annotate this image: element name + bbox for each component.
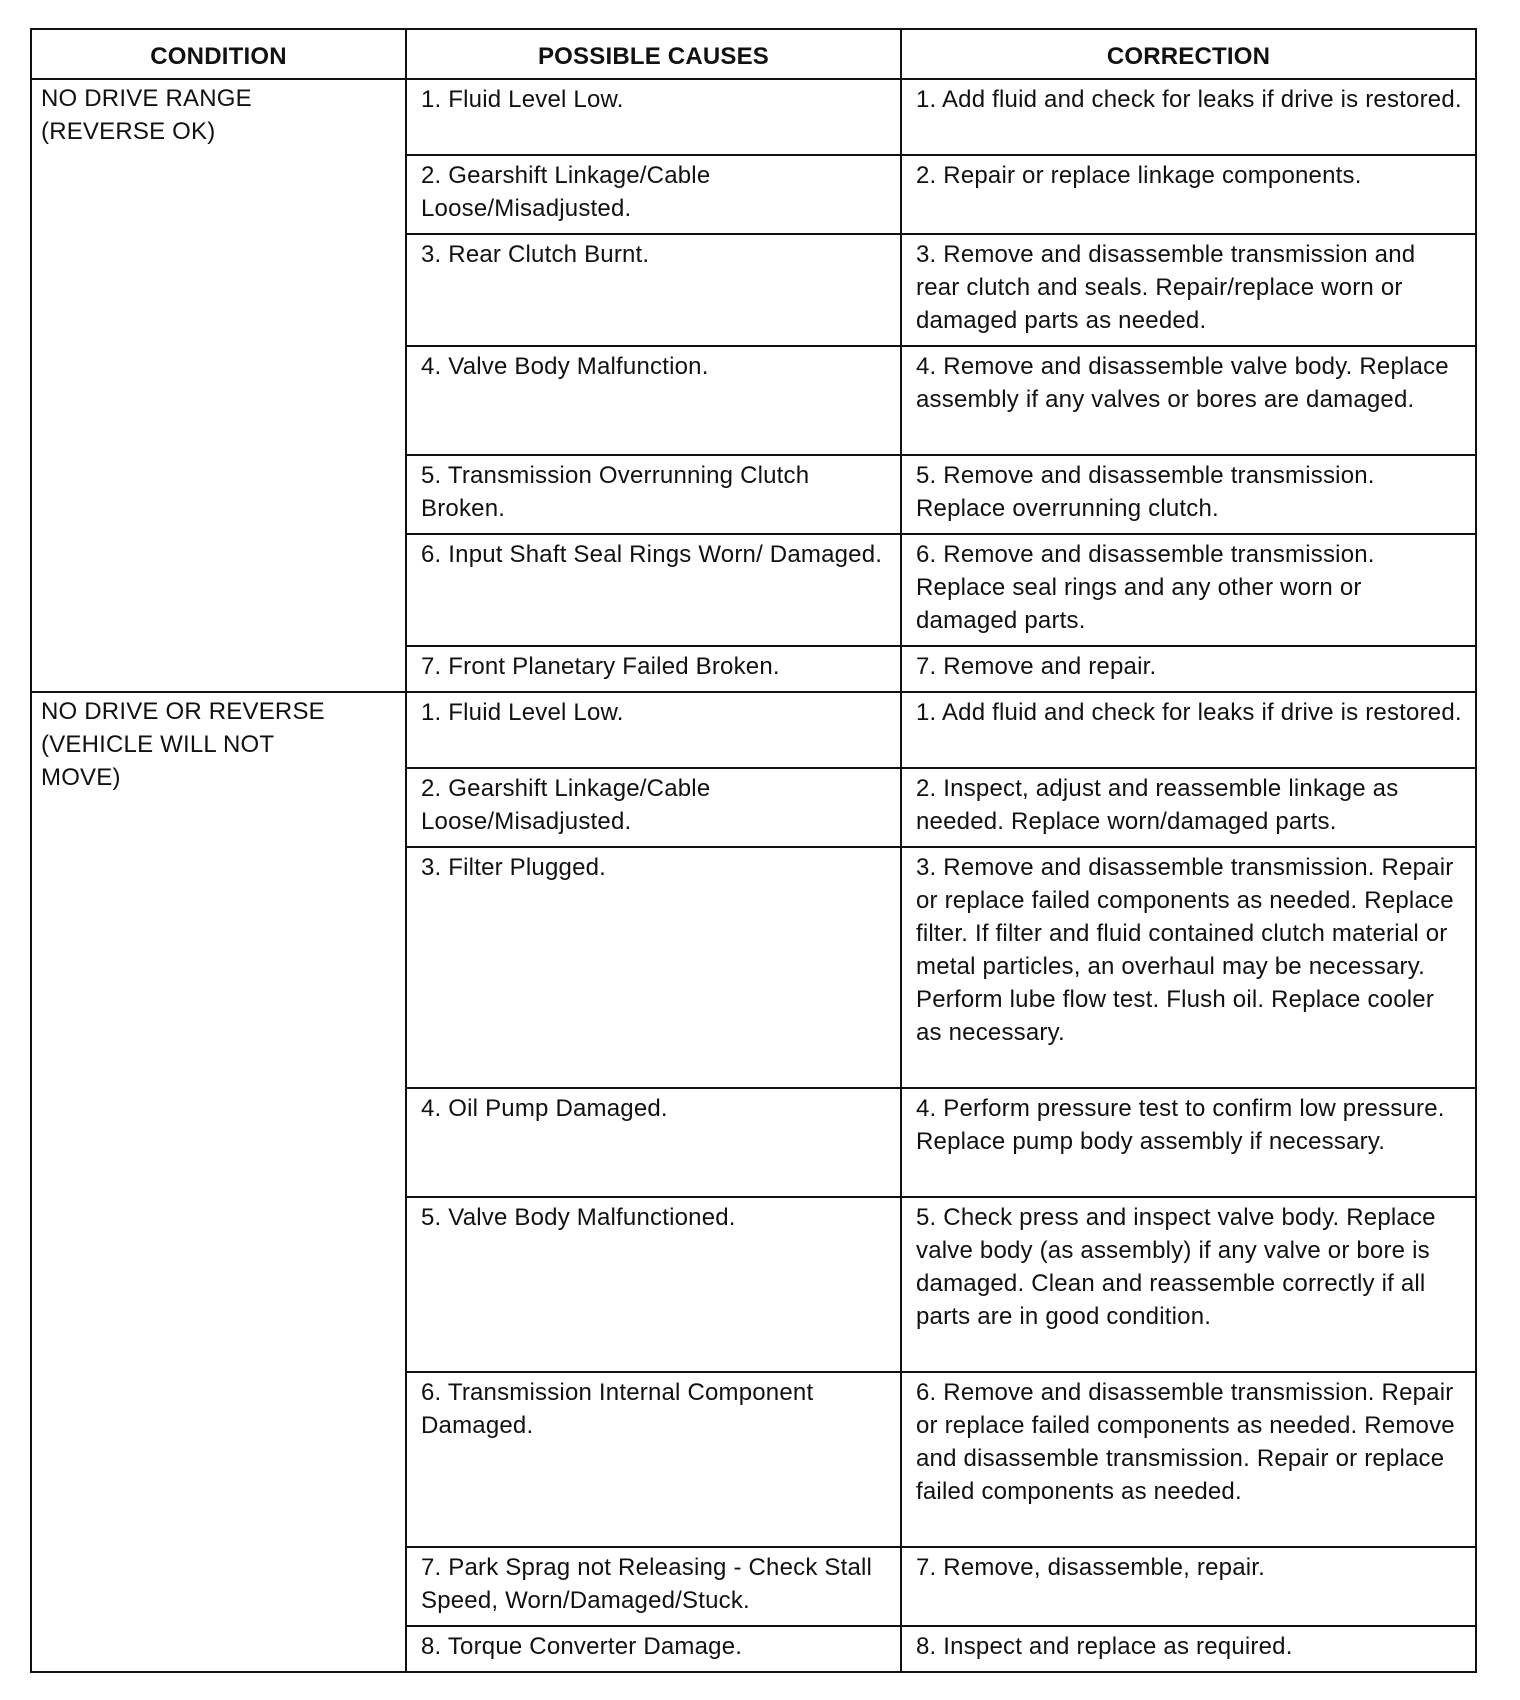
cause-cell: 6. Transmission Internal Component Damaged. xyxy=(406,1372,901,1547)
correction-cell: 6. Remove and disassemble transmission. Repair or replace failed components as needed. Remove and disassemble transmission. Repair or replace failed components as needed. xyxy=(901,1372,1476,1547)
cause-cell: 3. Rear Clutch Burnt. xyxy=(406,234,901,346)
correction-cell: 5. Check press and inspect valve body. Replace valve body (as assembly) if any valve or bore is damaged. Clean and reassemble correctly if all parts are in good condition. xyxy=(901,1197,1476,1372)
condition-line: NO DRIVE OR REVERSE xyxy=(41,698,325,725)
correction-cell: 3. Remove and disassemble transmission and rear clutch and seals. Repair/replace worn or damaged parts as needed. xyxy=(901,234,1476,346)
correction-cell: 2. Inspect, adjust and reassemble linkage as needed. Replace worn/damaged parts. xyxy=(901,768,1476,847)
condition-line: NO DRIVE RANGE xyxy=(41,85,252,112)
cause-cell: 8. Torque Converter Damage. xyxy=(406,1626,901,1672)
cause-cell: 5. Transmission Overrunning Clutch Broken. xyxy=(406,455,901,534)
correction-cell: 2. Repair or replace linkage components. xyxy=(901,155,1476,234)
correction-header: CORRECTION xyxy=(901,29,1476,79)
header-row xyxy=(31,29,1476,79)
correction-cell: 1. Add fluid and check for leaks if drive is restored. xyxy=(901,79,1476,155)
correction-cell: 4. Remove and disassemble valve body. Replace assembly if any valves or bores are damaged. xyxy=(901,346,1476,455)
correction-cell: 6. Remove and disassemble transmission. Replace seal rings and any other worn or damaged parts. xyxy=(901,534,1476,646)
condition-line: (VEHICLE WILL NOT xyxy=(41,731,275,758)
condition-line: (REVERSE OK) xyxy=(41,118,216,145)
cause-cell: 1. Fluid Level Low. xyxy=(406,692,901,768)
cause-cell: 4. Valve Body Malfunction. xyxy=(406,346,901,455)
cause-cell: 7. Park Sprag not Releasing - Check Stall Speed, Worn/Damaged/Stuck. xyxy=(406,1547,901,1626)
condition-cell xyxy=(31,79,406,692)
condition-line: MOVE) xyxy=(41,764,121,791)
correction-cell: 8. Inspect and replace as required. xyxy=(901,1626,1476,1672)
correction-cell: 7. Remove, disassemble, repair. xyxy=(901,1547,1476,1626)
correction-cell: 5. Remove and disassemble transmission. Replace overrunning clutch. xyxy=(901,455,1476,534)
cause-cell: 1. Fluid Level Low. xyxy=(406,79,901,155)
correction-cell: 3. Remove and disassemble transmission. Repair or replace failed components as needed. Replace filter. If filter and fluid contained clutch material or metal particles, an overhaul may be necessary. Perform lube flow test. Flush oil. Replace cooler as necessary. xyxy=(901,847,1476,1088)
correction-cell: 4. Perform pressure test to confirm low pressure. Replace pump body assembly if necessary. xyxy=(901,1088,1476,1197)
cause-cell: 2. Gearshift Linkage/Cable Loose/Misadjusted. xyxy=(406,768,901,847)
table-row xyxy=(31,79,1476,155)
cause-cell: 3. Filter Plugged. xyxy=(406,847,901,1088)
cause-cell: 2. Gearshift Linkage/Cable Loose/Misadjusted. xyxy=(406,155,901,234)
condition-cell xyxy=(31,692,406,1672)
cause-cell: 4. Oil Pump Damaged. xyxy=(406,1088,901,1197)
possible-causes-header: POSSIBLE CAUSES xyxy=(406,29,901,79)
cause-cell: 5. Valve Body Malfunctioned. xyxy=(406,1197,901,1372)
cause-cell: 7. Front Planetary Failed Broken. xyxy=(406,646,901,692)
diagnosis-sheet xyxy=(30,28,1475,1673)
correction-cell: 7. Remove and repair. xyxy=(901,646,1476,692)
condition-header: CONDITION xyxy=(31,29,406,79)
correction-cell: 1. Add fluid and check for leaks if drive is restored. xyxy=(901,692,1476,768)
cause-cell: 6. Input Shaft Seal Rings Worn/ Damaged. xyxy=(406,534,901,646)
table-row xyxy=(31,692,1476,768)
diagnosis-table xyxy=(30,28,1477,1673)
